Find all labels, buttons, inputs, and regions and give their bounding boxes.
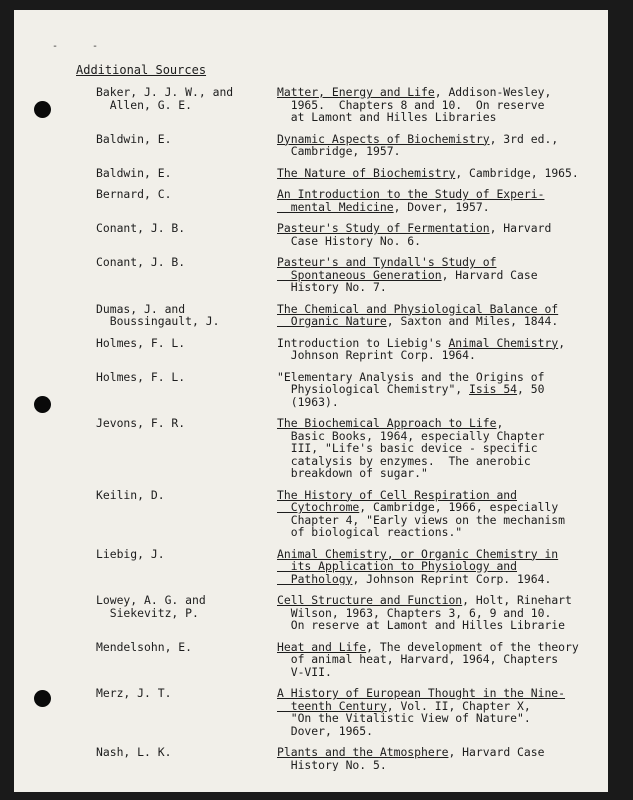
bibliography-entry	[76, 86, 596, 124]
entry-source	[277, 371, 596, 409]
entry-source	[277, 167, 596, 180]
entry-details: , Johnson Reprint Corp. 1964.	[352, 571, 552, 585]
entry-source	[277, 337, 596, 362]
entry-author: Conant, J. B.	[96, 221, 186, 235]
entry-source	[277, 133, 596, 158]
entry-source	[277, 417, 596, 480]
punch-hole	[34, 101, 51, 118]
entry-title: The History of Cell Respiration and Cytochrome	[277, 488, 518, 514]
entry-author: Lowey, A. G. and Siekevitz, P.	[96, 593, 206, 620]
bibliography-entry	[76, 303, 596, 328]
bibliography-list	[76, 86, 596, 780]
entry-details: , Harvard Case History No. 5.	[290, 746, 545, 771]
bibliography-entry	[76, 133, 596, 158]
entry-source	[277, 256, 596, 294]
bibliography-entry	[76, 548, 596, 586]
entry-title: The Chemical and Physiological Balance of Organic Nature	[277, 302, 559, 328]
punch-hole	[34, 396, 51, 413]
bibliography-entry	[76, 746, 596, 771]
entry-author: Baker, J. J. W., and Allen, G. E.	[96, 85, 234, 112]
entry-source	[277, 86, 596, 124]
entry-author: Conant, J. B.	[96, 255, 186, 269]
entry-title: A History of European Thought in the Nine- teenth Century	[277, 687, 566, 713]
entry-source	[277, 303, 596, 328]
entry-source-prefix: "Elementary Analysis and the Origins of Physiological Chemistry",	[277, 370, 545, 396]
entry-author: Dumas, J. and Boussingault, J.	[96, 301, 220, 328]
entry-title: Animal Chemistry	[448, 336, 559, 350]
entry-source	[277, 222, 596, 247]
entry-source	[277, 746, 596, 771]
bibliography-entry	[76, 371, 596, 409]
entry-author: Keilin, D.	[96, 487, 165, 502]
entry-title: Dynamic Aspects of Biochemistry	[277, 132, 490, 146]
entry-author: Nash, L. K.	[96, 745, 172, 759]
entry-author: Liebig, J.	[96, 546, 165, 561]
entry-title: An Introduction to the Study of Experi- mental Medicine	[277, 188, 545, 213]
entry-title: Pasteur's and Tyndall's Study of Spontaneous Generation	[277, 256, 497, 282]
entry-title: Heat and Life	[277, 640, 367, 654]
entry-details: , Vol. II, Chapter X, "On the Vitalistic View of Nature". Dover, 1965.	[290, 698, 531, 737]
entry-details: , Cambridge, 1966, especially Chapter 4, "Early views on the mechanism of biological reactions."	[290, 500, 566, 539]
entry-details: , Basic Books, 1964, especially Chapter III, "Life's basic device - specific catalysis by enzymes. The anerobic breakdown of sugar."	[290, 417, 545, 480]
entry-author: Holmes, F. L.	[96, 369, 186, 384]
entry-details: , Harvard Case History No. 7.	[290, 267, 538, 294]
entry-author: Baldwin, E.	[96, 131, 172, 146]
entry-title: Matter, Energy and Life	[277, 86, 435, 99]
entry-author: Bernard, C.	[96, 187, 172, 201]
entry-title: Pasteur's Study of Fermentation	[277, 222, 490, 235]
entry-source	[277, 489, 596, 539]
entry-details: , Cambridge, 1965.	[455, 166, 579, 179]
entry-details: , 50 (1963).	[290, 382, 545, 408]
corner-marks: - -	[52, 41, 113, 52]
entry-details: , Addison-Wesley, 1965. Chapters 8 and 10. On reserve at Lamont and Hilles Libraries	[290, 86, 552, 124]
punch-hole	[34, 690, 51, 707]
entry-source	[277, 687, 596, 737]
entry-details: , Dover, 1957.	[393, 199, 490, 213]
bibliography-entry	[76, 337, 596, 362]
entry-source	[277, 594, 596, 632]
bibliography-entry	[76, 167, 596, 180]
bibliography-entry	[76, 222, 596, 247]
entry-author: Merz, J. T.	[96, 686, 172, 700]
entry-author: Mendelsohn, E.	[96, 639, 193, 654]
entry-details: , Holt, Rinehart Wilson, 1963, Chapters 3, 6, 9 and 10. On reserve at Lamont and Hilles Librarie	[290, 594, 572, 632]
entry-title: The Nature of Biochemistry	[277, 166, 456, 179]
entry-details: , The development of the theory of animal heat, Harvard, 1964, Chapters V-VII.	[290, 640, 579, 678]
bibliography-entry	[76, 489, 596, 539]
entry-title: Animal Chemistry, or Organic Chemistry in its Application to Physiology and Pathology	[277, 547, 559, 585]
entry-author: Jevons, F. R.	[96, 416, 186, 430]
entry-source	[277, 641, 596, 679]
entry-details: , Johnson Reprint Corp. 1964.	[290, 336, 566, 362]
entry-author: Baldwin, E.	[96, 165, 172, 180]
bibliography-entry	[76, 641, 596, 679]
entry-details: , 3rd ed., Cambridge, 1957.	[290, 132, 559, 158]
entry-title: Isis 54	[469, 382, 518, 396]
entry-details: , Harvard Case History No. 6.	[290, 222, 552, 247]
entry-source-prefix: Introduction to Liebig's	[277, 336, 449, 350]
document-page	[14, 10, 608, 792]
entry-source	[277, 188, 596, 213]
entry-details: , Saxton and Miles, 1844.	[386, 314, 559, 328]
entry-author: Holmes, F. L.	[96, 335, 186, 350]
section-heading: Additional Sources	[76, 63, 207, 77]
entry-title: Plants and the Atmosphere	[277, 746, 449, 759]
bibliography-entry	[76, 188, 596, 213]
entry-title: Cell Structure and Function	[277, 594, 463, 607]
entry-source	[277, 548, 596, 586]
bibliography-entry	[76, 594, 596, 632]
bibliography-entry	[76, 417, 596, 480]
entry-title: The Biochemical Approach to Life	[277, 417, 497, 430]
bibliography-entry	[76, 256, 596, 294]
bibliography-entry	[76, 687, 596, 737]
